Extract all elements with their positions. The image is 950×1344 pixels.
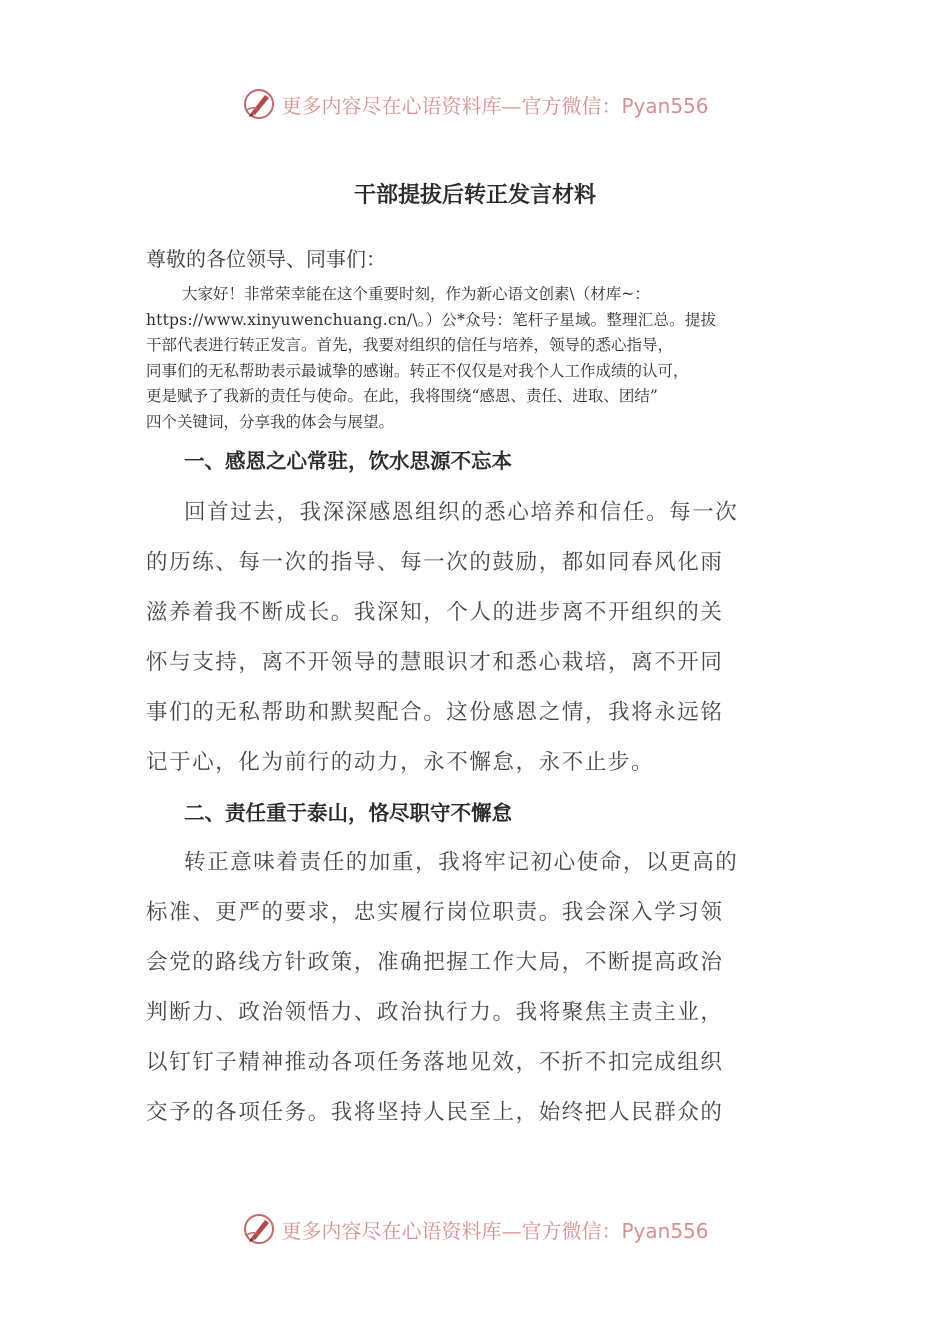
paragraph-line: 怀与支持，离不开领导的慧眼识才和悉心栽培，离不开同 (146, 650, 724, 675)
intro-line: 大家好！非常荣幸能在这个重要时刻，作为新心语文创素\（材库~： (182, 285, 650, 303)
section-2-paragraph (146, 838, 814, 1138)
intro-line: 同事们的无私帮助表示最诚挚的感谢。转正不仅仅是对我个人工作成绩的认可， (146, 361, 689, 380)
pen-logo-icon (241, 1211, 277, 1247)
paragraph-line: 标准、更严的要求，忠实履行岗位职责。我会深入学习领 (146, 900, 724, 925)
banner-text (281, 90, 708, 119)
banner-label: 更多内容尽在心语资料库—官方微信： (281, 1218, 622, 1243)
paragraph-line: 事们的无私帮助和默契配合。这份感恩之情，我将永远铭 (146, 700, 724, 725)
paragraph-line: 会党的路线方针政策，准确把握工作大局，不断提高政治 (146, 950, 724, 975)
paragraph-line: 以钉钉子精神推动各项任务落地见效，不折不扣完成组织 (146, 1050, 724, 1075)
section-heading-1: 一、感恩之心常驻，饮水思源不忘本 (184, 449, 512, 473)
paragraph-line: 回首过去，我深深感恩组织的悉心培养和信任。每一次 (184, 500, 739, 525)
intro-line: https://www.xinyuwenchuang.cn/\。）公*众号：笔杆子星域。整理汇总。提拔 (146, 310, 717, 329)
banner-text (281, 1215, 708, 1244)
paragraph-line: 判断力、政治领悟力、政治执行力。我将聚焦主责主业， (146, 1000, 724, 1025)
banner-wechat-id: Pyan556 (621, 1218, 709, 1243)
paragraph-line: 交予的各项任务。我将坚持人民至上，始终把人民群众的 (146, 1100, 724, 1125)
paragraph-line: 记于心，化为前行的动力，永不懈怠，永不止步。 (146, 750, 655, 775)
paragraph-line: 的历练、每一次的指导、每一次的鼓励，都如同春风化雨 (146, 550, 724, 575)
section-heading-2: 二、责任重于泰山，恪尽职守不懈怠 (184, 801, 512, 825)
intro-line: 四个关键词，分享我的体会与展望。 (146, 412, 395, 431)
intro-paragraph (146, 282, 814, 435)
document-title: 干部提拔后转正发言材料 (353, 183, 596, 208)
intro-line: 干部代表进行转正发言。首先，我要对组织的信任与培养，领导的悉心指导， (146, 336, 674, 354)
banner-label: 更多内容尽在心语资料库—官方微信： (281, 93, 622, 118)
paragraph-line: 滋养着我不断成长。我深知，个人的进步离不开组织的关 (146, 600, 724, 625)
footer-banner (0, 1209, 950, 1249)
header-banner (0, 84, 950, 124)
salutation: 尊敬的各位领导、同事们： (146, 247, 386, 271)
paragraph-line: 转正意味着责任的加重，我将牢记初心使命，以更高的 (184, 850, 739, 875)
section-1-paragraph (146, 488, 814, 788)
pen-logo-icon (241, 86, 277, 122)
banner-wechat-id: Pyan556 (621, 93, 709, 118)
intro-line: 更是赋予了我新的责任与使命。在此，我将围绕“感恩、责任、进取、团结” (146, 387, 658, 405)
